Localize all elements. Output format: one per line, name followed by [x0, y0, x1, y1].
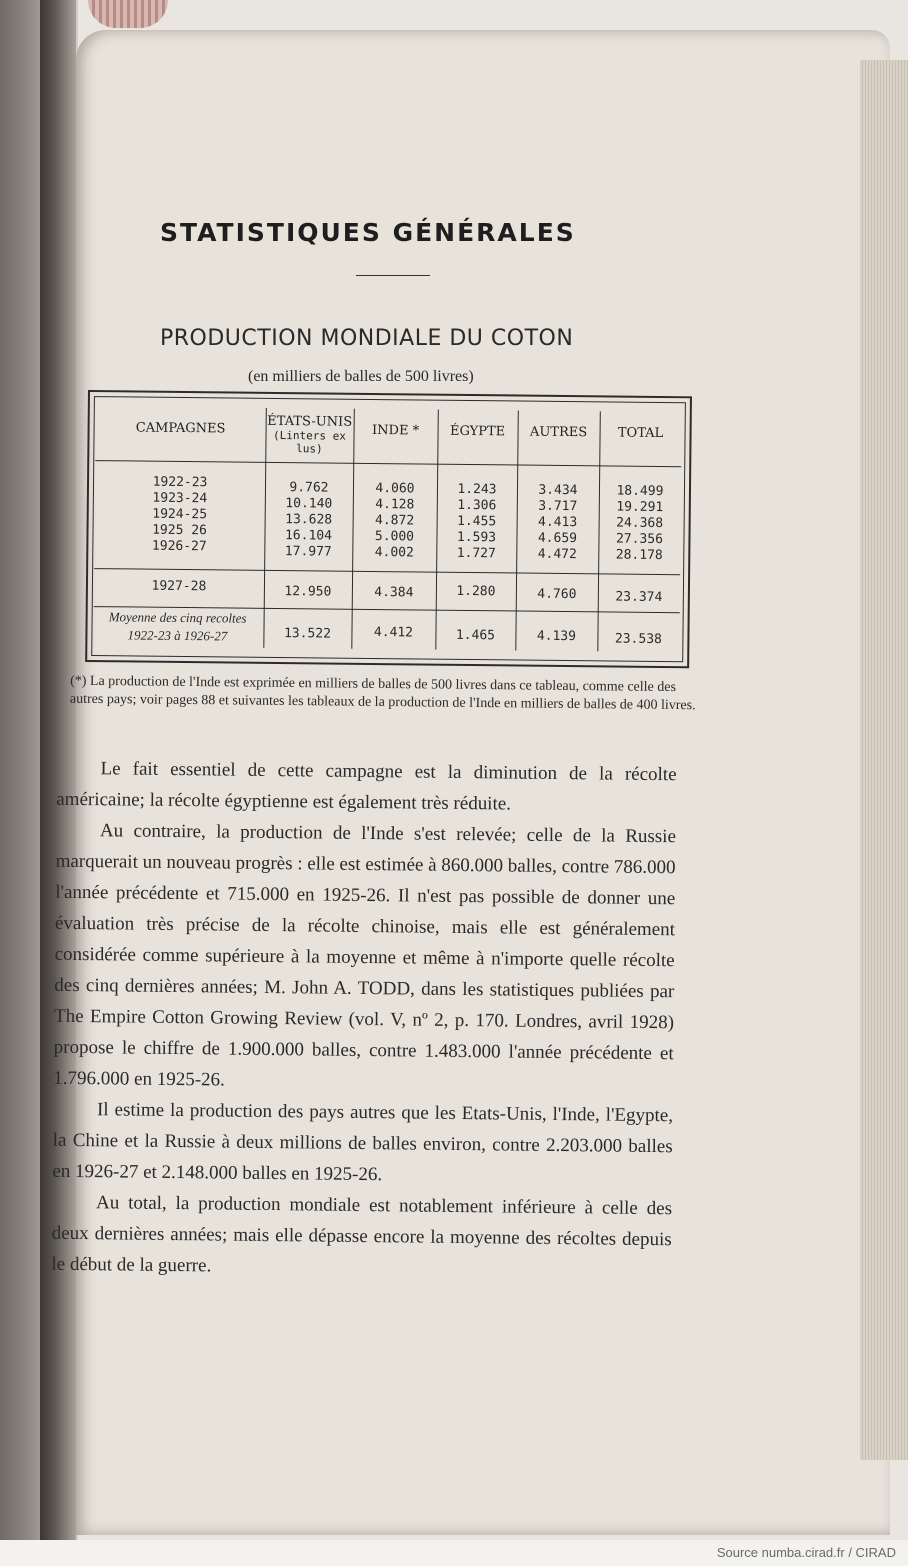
table-cell: 1926-27 — [151, 538, 207, 555]
table-cell: 1.455 — [456, 513, 497, 530]
campagne-col — [94, 474, 265, 556]
paragraph: Au contraire, la production de l'Inde s'est relevée; celle de la Russie marquerait un nouveau progrès : elle est estimée à 860.000 balles, contre 786.000 l'année précédente et 715.000 en 1925-26. Il n'est pas possible de donner une évaluation très précise de la récolte chinoise, mais elle est généralement considérée comme supérieure à la moyenne et même à n'importe quelle récolte des cinq dernières années; M. John A. TODD, dans les statistiques publiées par The Empire Cotton Growing Review (vol. V, nº 2, p. 170. Londres, avril 1928) propose le chiffre de 1.900.000 balles, contre 1.483.000 l'année précédente et 1.796.000 en 1925-26. — [53, 820, 677, 1091]
table-cell: 3.717 — [538, 498, 578, 515]
table-cell: 4.384 — [374, 585, 414, 601]
average-label-line2: 1922-23 à 1926-27 — [127, 627, 228, 644]
inde-col — [352, 481, 437, 562]
header-etats-unis-note: (Linters ex lus) — [273, 428, 347, 456]
table-cell: 1.593 — [456, 529, 497, 546]
table-cell: 18.499 — [616, 483, 664, 500]
table-cell: 5.000 — [374, 529, 415, 545]
table-cell: 17.977 — [284, 544, 332, 560]
table-cell: 28.178 — [615, 547, 663, 564]
table-cell: 9.762 — [289, 480, 329, 496]
total-col — [598, 483, 681, 564]
header-egypte: ÉGYPTE — [449, 423, 506, 440]
paragraph: Le fait essentiel de cette campagne est la diminution de la récolte américaine; la récolte égyptienne est également très réduite. — [56, 758, 677, 815]
table-cell: 4.413 — [537, 514, 578, 531]
table-cell: 13.628 — [285, 512, 333, 528]
table-cell: 1.727 — [456, 545, 496, 562]
table-cell: 1.306 — [457, 497, 497, 514]
table-cell: 1924-25 — [152, 506, 208, 523]
table-cell: 4.128 — [375, 497, 415, 513]
table-cell: 4.139 — [536, 628, 577, 645]
header-etats-unis — [265, 414, 353, 456]
section-title: PRODUCTION MONDIALE DU COTON — [160, 326, 574, 351]
header-campagnes: CAMPAGNES — [135, 420, 226, 437]
table-cell: 1.465 — [455, 627, 496, 644]
table-cell: 27.356 — [615, 531, 664, 548]
table-cell: 4.659 — [537, 530, 578, 547]
table-cell: 23.374 — [615, 589, 663, 606]
table-cell: 4.872 — [374, 513, 415, 529]
autres-col — [516, 482, 599, 563]
table-cell: 4.760 — [537, 586, 577, 603]
table-cell: 19.291 — [616, 499, 664, 516]
table-cell: 24.368 — [616, 515, 664, 532]
table-cell: 1927-28 — [151, 578, 207, 595]
table-cell: 12.950 — [284, 584, 332, 600]
table-cell: 1.280 — [456, 583, 496, 600]
title-divider — [356, 275, 430, 276]
table-subtitle: (en milliers de balles de 500 livres) — [248, 368, 474, 385]
average-label-line1: Moyenne des cinq recoltes — [108, 609, 247, 626]
table-footnote: (*) La production de l'Inde est exprimée en milliers de balles de 500 livres dans ce tableau, comme celle des autres pays; voir pages 88 et suivantes les tableaux de la production de l'Inde en milliers de balles de 400 livres. — [69, 673, 696, 714]
egypte-col — [436, 482, 517, 563]
page-stack-edges — [860, 60, 908, 1460]
table-cell: 16.104 — [284, 528, 333, 544]
header-autres: AUTRES — [529, 424, 588, 441]
table-cell: 3.434 — [538, 482, 578, 499]
paragraph: Au total, la production mondiale est notablement inférieure à celle des deux dernières années; mais elle dépasse encore la moyenne des récoltes depuis le début de la guerre. — [51, 1192, 673, 1277]
table-cell: 1.243 — [457, 481, 497, 498]
table-cell: 4.060 — [375, 481, 415, 497]
table-cell: 10.140 — [285, 496, 333, 512]
table-cell: 4.412 — [373, 625, 414, 641]
body-text — [51, 753, 676, 1286]
header-etats-unis-label: ÉTATS-UNIS — [267, 413, 353, 430]
average-label — [89, 608, 265, 646]
source-credit: Source numba.cirad.fr / CIRAD — [716, 1545, 896, 1560]
table-cell: 4.002 — [374, 545, 414, 561]
table-cell: 23.538 — [614, 631, 662, 648]
table-cell: 1923-24 — [152, 490, 208, 507]
table-cell: 1925 26 — [152, 522, 208, 539]
header-inde: INDE * — [371, 422, 420, 439]
table-cell: 13.522 — [283, 626, 332, 642]
production-table — [85, 390, 692, 668]
header-total: TOTAL — [617, 425, 664, 442]
etats-unis-col — [264, 480, 353, 561]
table-cell: 1922-23 — [152, 474, 208, 491]
paragraph: Il estime la production des pays autres que les Etats-Unis, l'Inde, l'Egypte, la Chine et la Russie à deux millions de balles environ, contre 2.203.000 balles en 1926-27 et 2.148.000 balles en 1925-26. — [52, 1099, 674, 1186]
page-title: STATISTIQUES GÉNÉRALES — [160, 218, 576, 247]
table-cell: 4.472 — [537, 546, 577, 563]
